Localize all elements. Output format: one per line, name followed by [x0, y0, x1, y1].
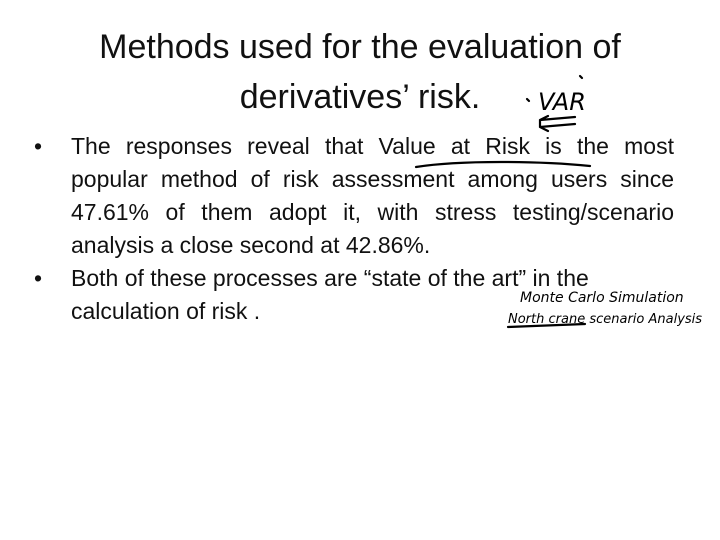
bullet-item-state-of-art [34, 262, 674, 328]
scenario-handwritten-note: North crane scenario Analysis [508, 312, 703, 327]
bullet-icon: • [34, 133, 43, 159]
bullet-item-var [34, 130, 674, 262]
title-line-1: Methods used for the evaluation of [99, 28, 621, 66]
bullet-1-text-end: is the most popular method of risk assessment among users since 47.61% of them adopt it, with stress testing/scenario analysis a close second at 42.86%. [71, 133, 674, 258]
value-at-risk-phrase: Value at Risk [378, 133, 530, 159]
slide-title [40, 22, 680, 122]
monte-carlo-handwritten-note: Monte Carlo Simulation [520, 290, 684, 306]
title-line-2: derivatives’ risk. [239, 78, 481, 116]
bullet-list [34, 130, 674, 328]
var-handwritten-note: VAR [538, 88, 586, 116]
bullet-icon: • [34, 265, 43, 291]
bullet-2-text: Both of these processes are “state of the art” in the calculation of risk . [71, 265, 589, 324]
bullet-1-text-start: The responses reveal that [71, 133, 379, 159]
